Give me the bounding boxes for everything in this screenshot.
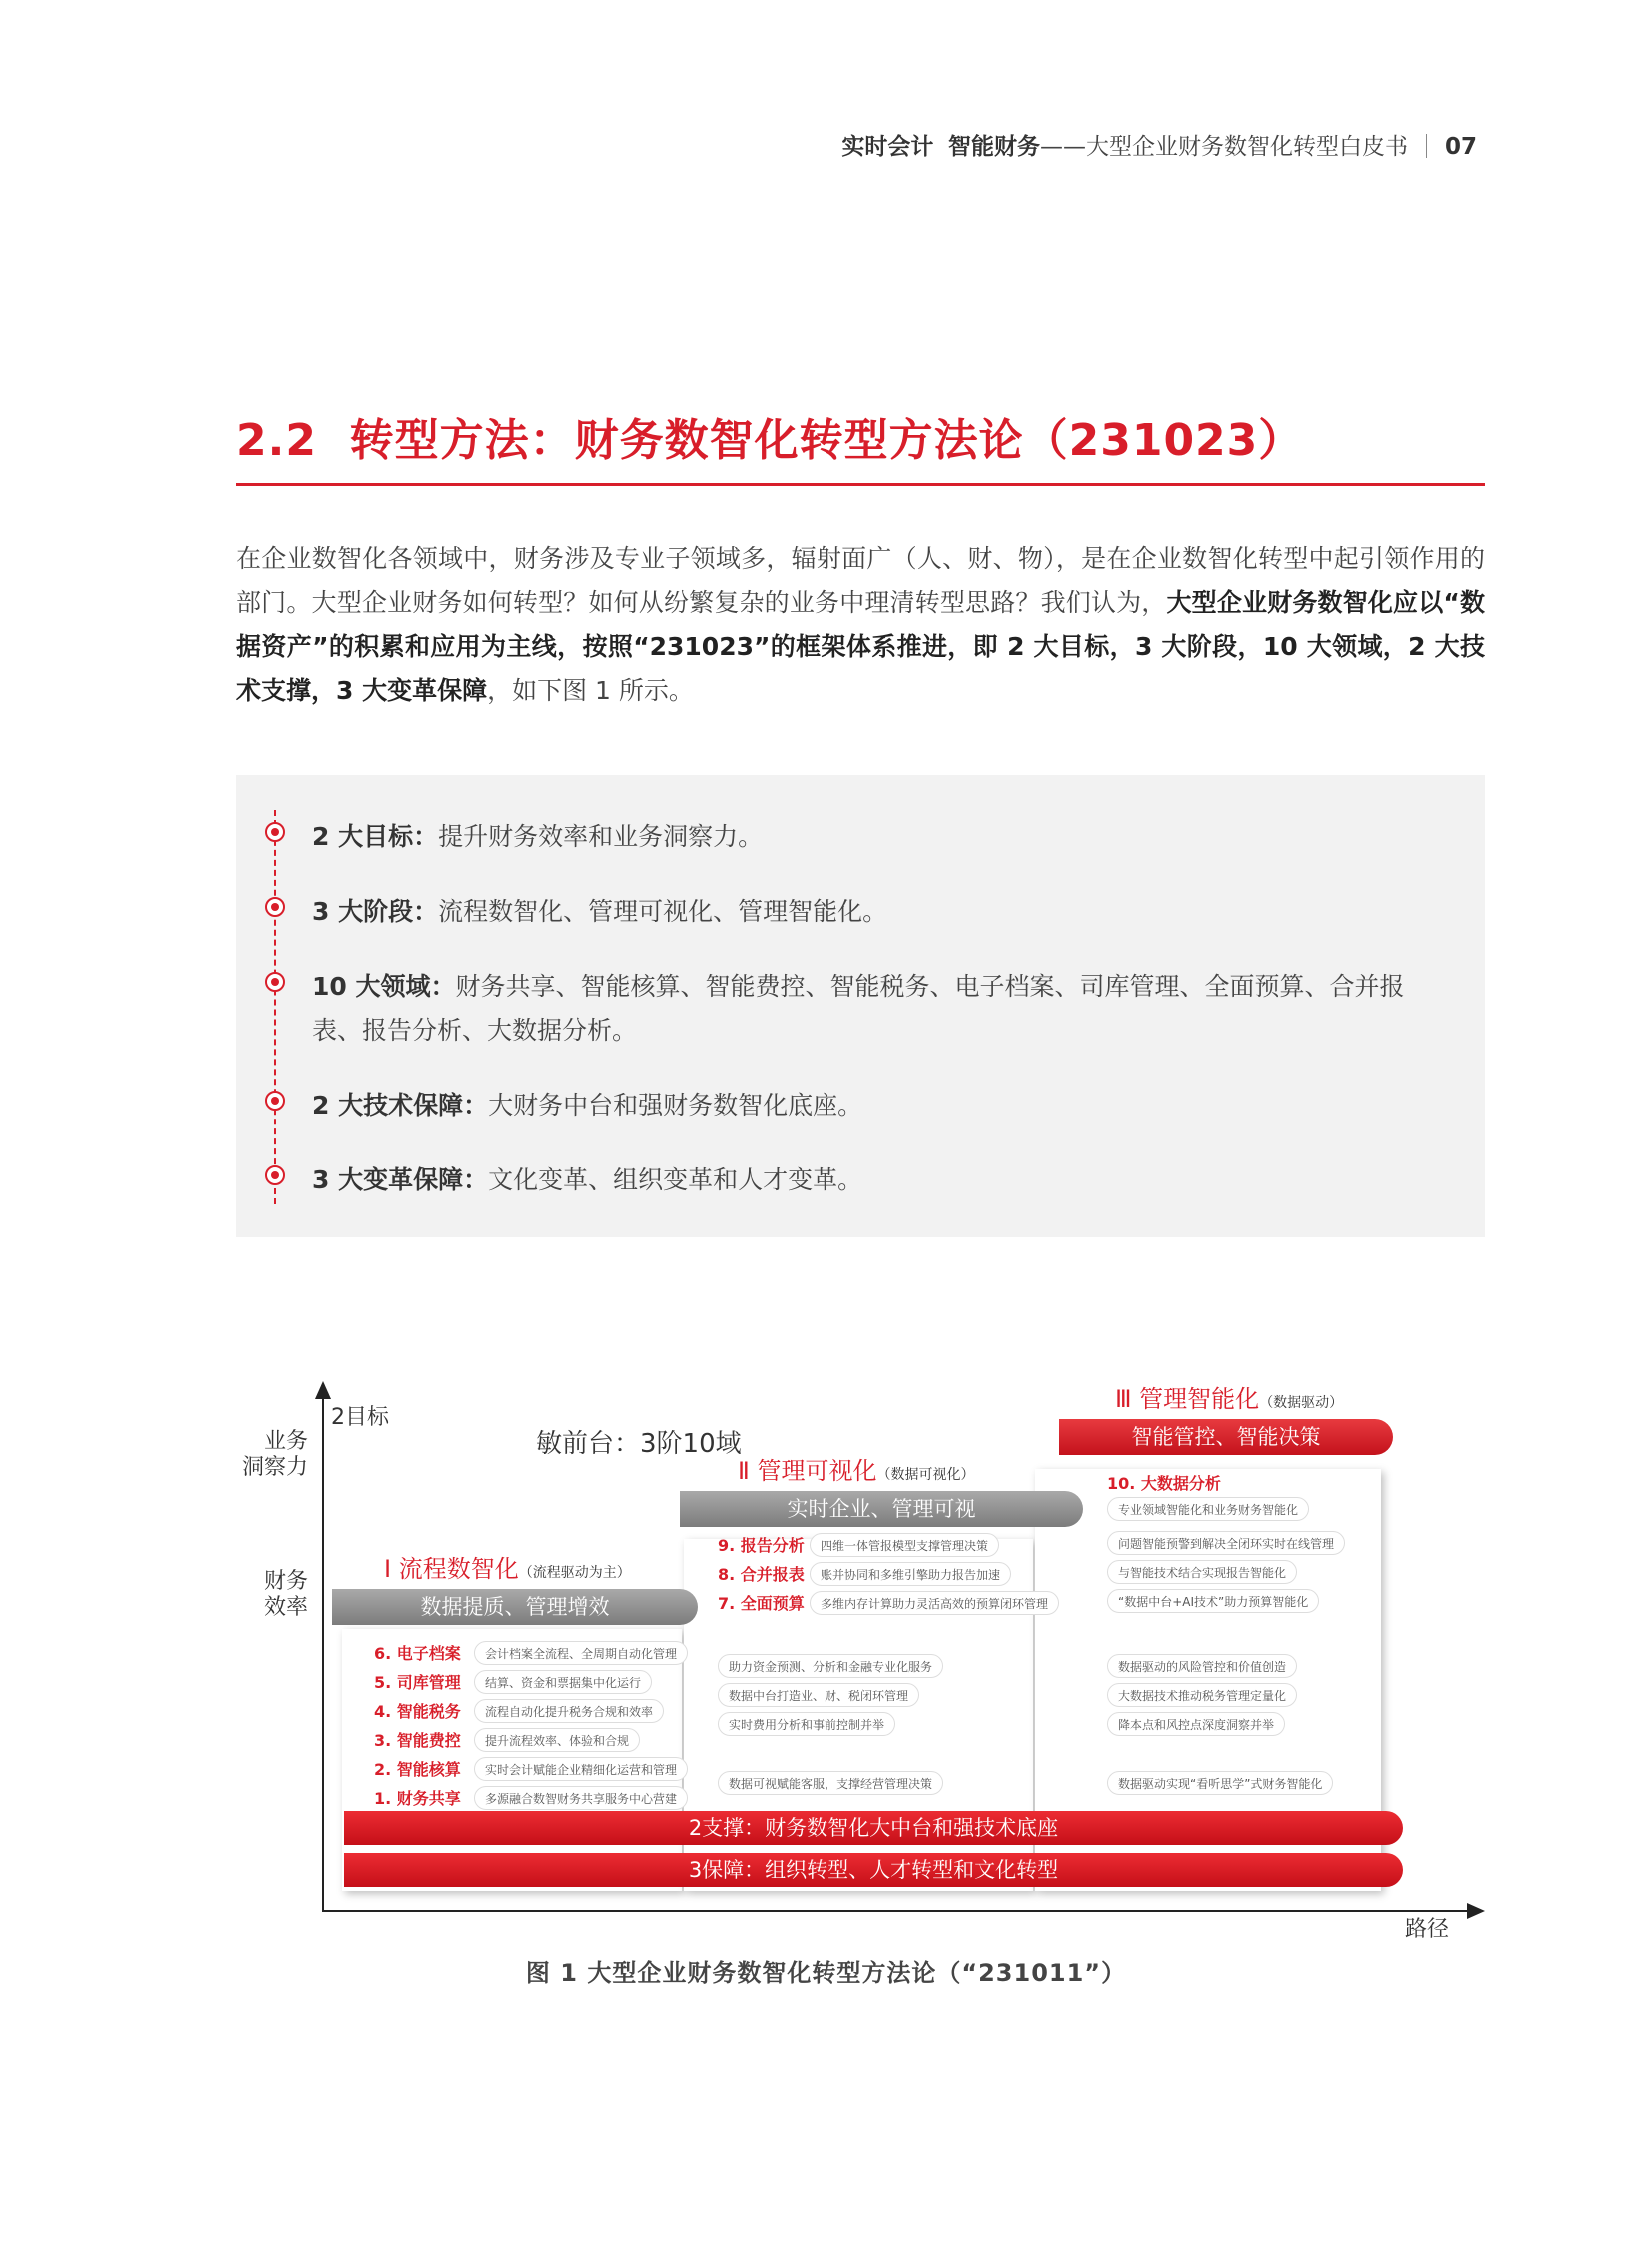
methodology-figure — [236, 1379, 1485, 1942]
x-axis — [322, 1910, 1471, 1912]
figure-caption: 图 1 大型企业财务数智化转型方法论（“231011”） — [525, 1959, 1127, 1987]
support-pill: 大数据技术推动税务管理定量化 — [1107, 1683, 1297, 1707]
stage2-title — [738, 1451, 974, 1486]
support-pill: 数据可视赋能客服，支撑经营管理决策 — [718, 1771, 943, 1795]
guarantee-bar: 3保障：组织转型、人才转型和文化转型 — [344, 1853, 1403, 1887]
intro-bold-text: 大型企业财务数智化应以“数据资产”的积累和应用为主线，按照“231023”的框架体系推进，即 2 大目标，3 大阶段，10 大领域，2 大技术支撑，3 大变革保障 — [236, 588, 1485, 705]
domain-name: 4. 智能税务 — [374, 1702, 461, 1721]
support-pill: 与智能技术结合实现报告智能化 — [1107, 1560, 1297, 1584]
support-bar: 2支撑：财务数智化大中台和强技术底座 — [344, 1811, 1403, 1845]
y-axis — [322, 1397, 324, 1912]
support-pill: 数据驱动的风险管控和价值创造 — [1107, 1654, 1297, 1678]
section-divider — [236, 483, 1485, 486]
domain-desc: 四维一体管报模型支撑管理决策 — [810, 1533, 999, 1557]
domain-desc: 实时会计赋能企业精细化运营和管理 — [474, 1757, 688, 1781]
y-lower-label: 财务 效率 — [263, 1569, 308, 1620]
section-title-text: 转型方法：财务数智化转型方法论（231023） — [349, 415, 1304, 466]
support-pill: 数据驱动实现“看听思学”式财务智能化 — [1107, 1771, 1333, 1795]
support-pill: 问题智能预警到解决全闭环实时在线管理 — [1107, 1531, 1345, 1555]
summary-item-label: 3 大阶段： — [312, 897, 439, 926]
summary-item-body: 大财务中台和强财务数智化底座。 — [488, 1091, 863, 1120]
domain-desc: 账并协同和多维引擎助力报告加速 — [810, 1562, 1011, 1586]
intro-paragraph — [236, 537, 1485, 713]
support-pill: 数据中台打造业、财、税闭环管理 — [718, 1683, 919, 1707]
bullet-dot-icon — [265, 1165, 285, 1185]
summary-item-text — [312, 965, 1451, 1053]
domain-name: 5. 司库管理 — [374, 1673, 461, 1692]
header-separator — [1426, 134, 1427, 158]
domain-name: 8. 合并报表 — [718, 1565, 805, 1584]
y-upper-label: 业务 洞察力 — [241, 1429, 308, 1480]
domain-desc: 流程自动化提升税务合规和效率 — [474, 1699, 664, 1723]
stage2-title-text: Ⅱ 管理可视化 — [738, 1457, 877, 1485]
summary-item-label: 3 大变革保障： — [312, 1165, 489, 1194]
summary-timeline-line — [274, 810, 276, 1204]
header-brand-2: 智能财务 — [947, 134, 1040, 160]
stage2-note: （数据可视化） — [876, 1467, 975, 1483]
stage3-note: （数据驱动） — [1259, 1395, 1344, 1411]
summary-item-text — [312, 815, 1451, 859]
summary-item-body: 财务共享、智能核算、智能费控、智能税务、电子档案、司库管理、全面预算、合并报表、报告分析、大数据分析。 — [312, 972, 1405, 1045]
summary-item-body: 文化变革、组织变革和人才变革。 — [488, 1165, 863, 1194]
section-title — [236, 404, 1303, 468]
summary-item-body: 流程数智化、管理可视化、管理智能化。 — [438, 897, 888, 926]
summary-item-text — [312, 1084, 1451, 1127]
intro-text-1: 在企业数智化各领域中，财务涉及专业子领域多，辐射面广（人、财、物），是在企业数智化转型中起引领作用的部门。大型企业财务如何转型？如何从纷繁复杂的业务中理清转型思路？我们认为， — [236, 544, 1485, 617]
header-brand-1: 实时会计 — [841, 134, 934, 160]
intro-text-2: ，如下图 1 所示。 — [487, 676, 694, 705]
domain-name: 9. 报告分析 — [718, 1536, 805, 1555]
bullet-dot-icon — [265, 1091, 285, 1111]
domain-desc: 提升流程效率、体验和合规 — [474, 1728, 640, 1752]
stage1-title-text: Ⅰ 流程数智化 — [384, 1555, 519, 1583]
header-text — [841, 128, 1477, 161]
figure-headline: 敏前台：3阶10域 — [536, 1429, 742, 1459]
support-pill: 降本点和风控点深度洞察并举 — [1107, 1712, 1285, 1736]
bullet-dot-icon — [265, 972, 285, 992]
domain-desc: 专业领域智能化和业务财务智能化 — [1107, 1497, 1309, 1521]
domain-name: 1. 财务共享 — [374, 1789, 461, 1808]
stage1-ribbon: 数据提质、管理增效 — [332, 1589, 698, 1625]
bullet-dot-icon — [265, 822, 285, 842]
support-pill: 助力资金预测、分析和金融专业化服务 — [718, 1654, 943, 1678]
domain-desc: 多维内存计算助力灵活高效的预算闭环管理 — [810, 1591, 1059, 1615]
domain-desc: 会计档案全流程、全周期自动化管理 — [474, 1641, 688, 1665]
domain-desc: 多源融合数智财务共享服务中心营建 — [474, 1786, 688, 1810]
section-number: 2.2 — [236, 415, 317, 466]
summary-item-label: 10 大领域： — [312, 972, 456, 1001]
y-axis-arrow-icon — [315, 1381, 331, 1399]
summary-item-label: 2 大技术保障： — [312, 1091, 489, 1120]
summary-item-text — [312, 890, 1451, 934]
domain-name: 6. 电子档案 — [374, 1644, 461, 1663]
page-number: 07 — [1444, 134, 1477, 160]
header-subtitle: ——大型企业财务数智化转型白皮书 — [1039, 134, 1408, 160]
summary-item-text — [312, 1158, 1451, 1202]
stage3-title-text: Ⅲ 管理智能化 — [1115, 1385, 1260, 1413]
summary-item-label: 2 大目标： — [312, 822, 439, 851]
y-top-label: 2目标 — [331, 1405, 389, 1430]
x-axis-arrow-icon — [1467, 1903, 1485, 1919]
summary-box — [236, 775, 1485, 1237]
bullet-dot-icon — [265, 897, 285, 917]
stage3-title — [1115, 1379, 1343, 1414]
x-axis-label: 路径 — [1405, 1917, 1450, 1942]
domain-desc: 结算、资金和票据集中化运行 — [474, 1670, 652, 1694]
domain-name: 10. 大数据分析 — [1107, 1474, 1221, 1493]
domain-name: 2. 智能核算 — [374, 1760, 461, 1779]
summary-item-body: 提升财务效率和业务洞察力。 — [438, 822, 764, 851]
domain-name: 3. 智能费控 — [374, 1731, 461, 1750]
support-pill: “数据中台+AI技术”助力预算智能化 — [1107, 1589, 1319, 1613]
stage3-ribbon: 智能管控、智能决策 — [1059, 1419, 1393, 1455]
stage1-note: （流程驱动为主） — [518, 1565, 631, 1581]
stage2-ribbon: 实时企业、管理可视 — [680, 1491, 1083, 1527]
page-header — [0, 0, 1652, 160]
domain-name: 7. 全面预算 — [718, 1594, 805, 1613]
stage1-title — [384, 1549, 631, 1584]
support-pill: 实时费用分析和事前控制并举 — [718, 1712, 895, 1736]
